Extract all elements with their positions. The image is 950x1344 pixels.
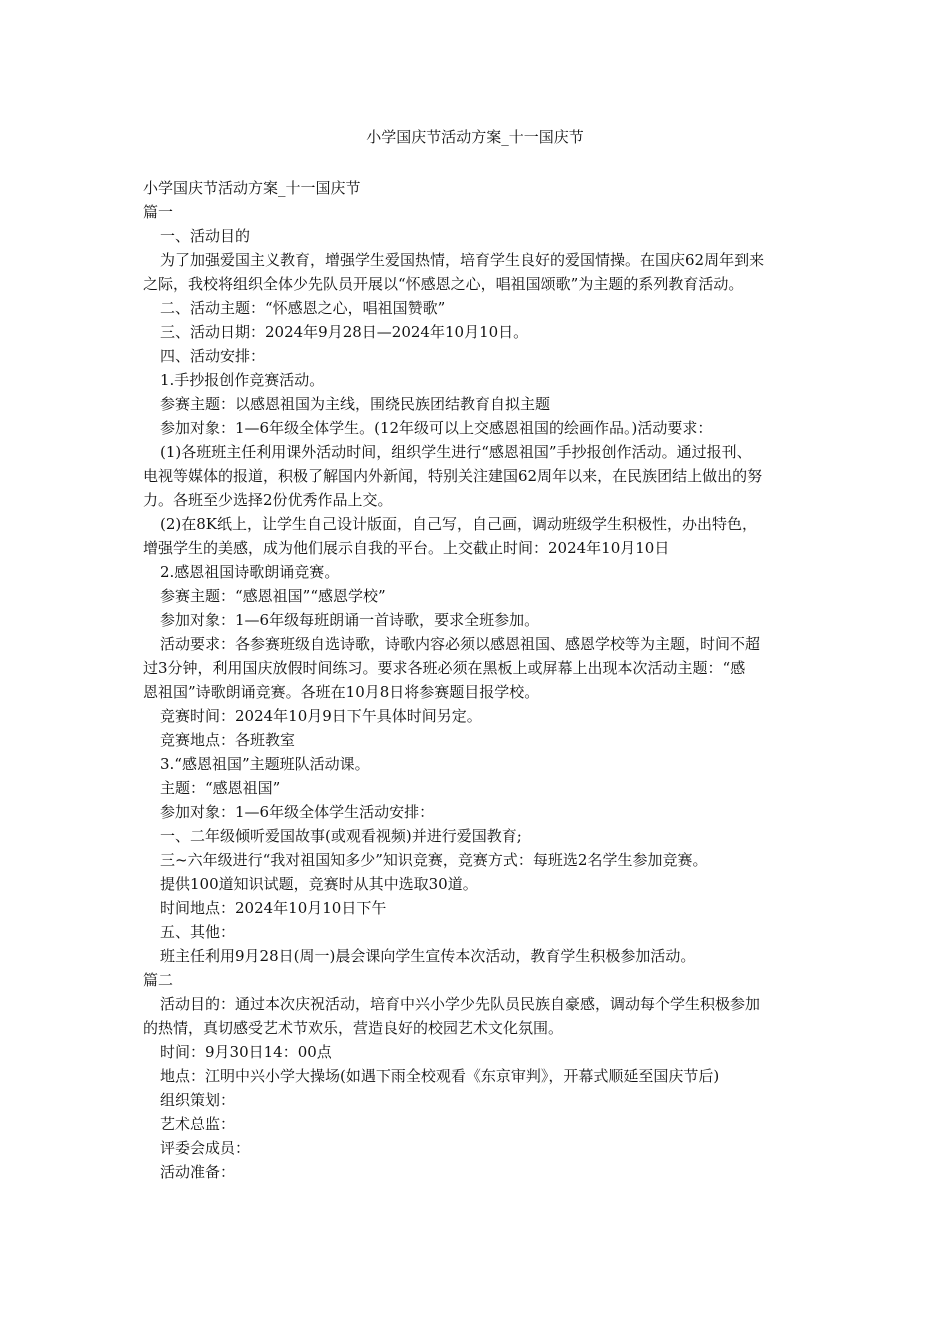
document-line: 参赛主题：“感恩祖国”“感恩学校”: [160, 587, 386, 605]
document-line: 五、其他：: [160, 923, 236, 941]
document-line: 增强学生的美感，成为他们展示自我的平台。上交截止时间：2024年10月10日: [143, 539, 670, 557]
document-line: 参赛主题：以感恩祖国为主线，围绕民族团结教育自拟主题: [160, 395, 551, 413]
document-line: 之际，我校将组织全体少先队员开展以“怀感恩之心，唱祖国颂歌”为主题的系列教育活动。: [143, 275, 744, 293]
document-line: 活动准备：: [160, 1163, 236, 1181]
document-line: 组织策划：: [160, 1091, 236, 1109]
document-line: 竞赛地点：各班教室: [160, 731, 296, 749]
document-line: 力。各班至少选择2份优秀作品上交。: [143, 491, 393, 509]
document-line: 参加对象：1—6年级全体学生。(12年级可以上交感恩祖国的绘画作品。)活动要求：: [160, 419, 713, 437]
document-line: 主题：“感恩祖国”: [160, 779, 281, 797]
document-line: 3.“感恩祖国”主题班队活动课。: [160, 755, 370, 773]
document-line: 地点：江明中兴小学大操场(如遇下雨全校观看《东京审判》，开幕式顺延至国庆节后): [160, 1067, 720, 1085]
document-line: 三、活动日期：2024年9月28日—2024年10月10日。: [160, 323, 529, 341]
document-title: 小学国庆节活动方案_十一国庆节: [366, 128, 584, 146]
document-body: [143, 176, 808, 1184]
document-line: 为了加强爱国主义教育，增强学生爱国热情，培育学生良好的爱国情操。在国庆62周年到来: [160, 251, 765, 269]
document-line: 1.手抄报创作竞赛活动。: [160, 371, 325, 389]
document-line: 小学国庆节活动方案_十一国庆节: [143, 179, 361, 197]
document-line: 篇一: [143, 203, 174, 221]
document-line: 艺术总监：: [160, 1115, 236, 1133]
document-line: 篇二: [143, 971, 174, 989]
document-line: 提供100道知识试题，竞赛时从其中选取30道。: [160, 875, 478, 893]
document-line: (2)在8K纸上，让学生自己设计版面，自己写，自己画，调动班级学生积极性，办出特色，: [160, 515, 758, 533]
document-line: 参加对象：1—6年级每班朗诵一首诗歌，要求全班参加。: [160, 611, 540, 629]
document-line: 一、二年级倾听爱国故事(或观看视频)并进行爱国教育;: [160, 827, 522, 845]
document-line: 四、活动安排：: [160, 347, 266, 365]
document-line: 电视等媒体的报道，积极了解国内外新闻，特别关注建国62周年以来，在民族团结上做出的努: [143, 467, 763, 485]
document-line: 的热情，真切感受艺术节欢乐，营造良好的校园艺术文化氛围。: [143, 1019, 564, 1037]
document-line: (1)各班班主任利用课外活动时间，组织学生进行“感恩祖国”手抄报创作活动。通过报刊、: [160, 443, 752, 461]
document-line: 竞赛时间：2024年10月9日下午具体时间另定。: [160, 707, 482, 725]
document-line: 活动目的：通过本次庆祝活动，培育中兴小学少先队员民族自豪感，调动每个学生积极参加: [160, 995, 761, 1013]
document-line: 三~六年级进行“我对祖国知多少”知识竞赛，竞赛方式：每班选2名学生参加竞赛。: [160, 851, 708, 869]
document-line: 班主任利用9月28日(周一)晨会课向学生宣传本次活动，教育学生积极参加活动。: [160, 947, 696, 965]
document-line: 参加对象：1—6年级全体学生活动安排：: [160, 803, 435, 821]
document-line: 时间：9月30日14：00点: [160, 1043, 332, 1061]
document-line: 二、活动主题：“怀感恩之心，唱祖国赞歌”: [160, 299, 446, 317]
document-line: 活动要求：各参赛班级自选诗歌，诗歌内容必须以感恩祖国、感恩学校等为主题，时间不超: [160, 635, 761, 653]
document-line: 时间地点：2024年10月10日下午: [160, 899, 387, 917]
document-line: 评委会成员：: [160, 1139, 251, 1157]
document-line: 过3分钟，利用国庆放假时间练习。要求各班必须在黑板上或屏幕上出现本次活动主题：“感: [143, 659, 746, 677]
document-line: 恩祖国”诗歌朗诵竞赛。各班在10月8日将参赛题目报学校。: [143, 683, 540, 701]
document-line: 2.感恩祖国诗歌朗诵竞赛。: [160, 563, 340, 581]
document-line: 一、活动目的: [160, 227, 251, 245]
